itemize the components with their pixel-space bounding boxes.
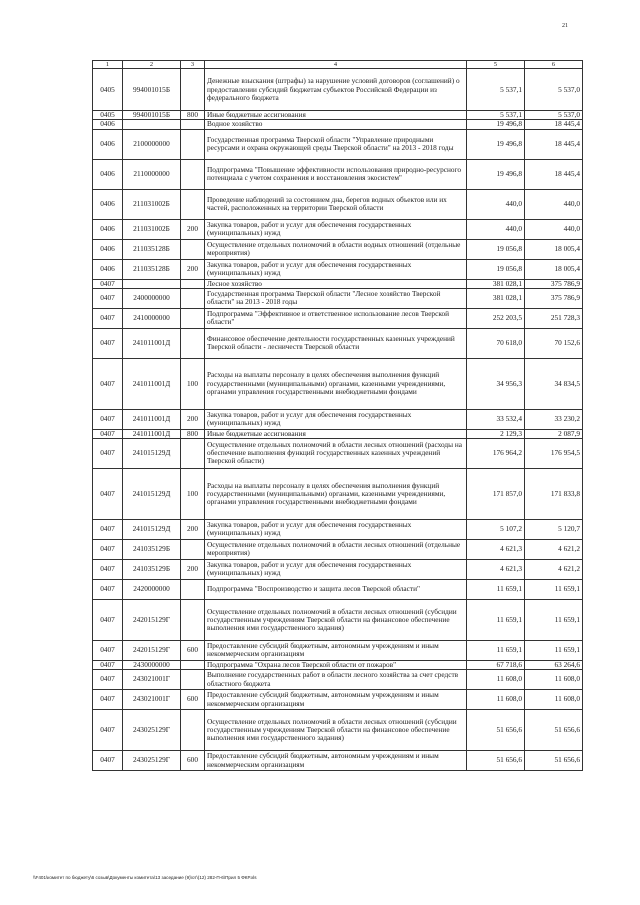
section-code: 0407 (93, 438, 123, 468)
description: Осуществление отдельных полномочий в области лесных отношений (отдельные мероприятия) (205, 539, 467, 559)
section-code: 0407 (93, 640, 123, 660)
section-code: 0407 (93, 328, 123, 358)
table-row (93, 308, 583, 328)
description: Предоставление субсидий бюджетным, автономным учреждениям и иным некоммерческим организациям (205, 640, 467, 660)
table-row (93, 660, 583, 669)
amount-actual: 18 445,4 (525, 159, 583, 189)
target-article: 994001015Б (123, 69, 181, 111)
expense-type: 200 (181, 409, 205, 429)
expense-type (181, 69, 205, 111)
target-article: 241011001Д (123, 328, 181, 358)
section-code: 0407 (93, 358, 123, 409)
expense-type: 200 (181, 219, 205, 239)
table-row (93, 519, 583, 539)
section-code: 0407 (93, 308, 123, 328)
table-row (93, 710, 583, 751)
description: Проведение наблюдений за состоянием дна, берегов водных объектов или их частей, расположенных на территории Тверской области (205, 189, 467, 219)
amount-plan: 51 656,6 (467, 751, 525, 771)
section-code: 0407 (93, 288, 123, 308)
amount-actual: 4 621,2 (525, 539, 583, 559)
section-code: 0406 (93, 239, 123, 259)
description: Закупка товаров, работ и услуг для обеспечения государственных (муниципальных) нужд (205, 409, 467, 429)
table-row (93, 219, 583, 239)
expense-type (181, 129, 205, 159)
table-row (93, 751, 583, 771)
target-article: 243025129Г (123, 751, 181, 771)
table-row (93, 159, 583, 189)
expense-type (181, 189, 205, 219)
amount-plan: 252 203,5 (467, 308, 525, 328)
description: Предоставление субсидий бюджетным, автономным учреждениям и иным некоммерческим организациям (205, 751, 467, 771)
section-code: 0406 (93, 189, 123, 219)
amount-actual: 11 659,1 (525, 579, 583, 599)
amount-plan: 2 129,3 (467, 429, 525, 438)
expense-type: 200 (181, 259, 205, 279)
target-article: 243025129Г (123, 710, 181, 751)
amount-plan: 11 659,1 (467, 579, 525, 599)
amount-actual: 11 608,0 (525, 690, 583, 710)
amount-actual: 440,0 (525, 189, 583, 219)
section-code: 0407 (93, 519, 123, 539)
table-row (93, 599, 583, 640)
target-article: 243021001Г (123, 670, 181, 690)
description: Закупка товаров, работ и услуг для обеспечения государственных (муниципальных) нужд (205, 259, 467, 279)
amount-plan: 70 618,0 (467, 328, 525, 358)
section-code: 0407 (93, 710, 123, 751)
amount-actual: 2 087,9 (525, 429, 583, 438)
description: Расходы на выплаты персоналу в целях обеспечения выполнения функций государственными (муниципальными) органами, казенными учреждениями, органами управления государственными внебюджетными фондами (205, 468, 467, 519)
table-row (93, 468, 583, 519)
target-article: 242015129Г (123, 599, 181, 640)
table-row (93, 328, 583, 358)
section-code: 0405 (93, 111, 123, 120)
target-article: 2410000000 (123, 308, 181, 328)
amount-actual: 51 656,6 (525, 751, 583, 771)
description: Денежные взыскания (штрафы) за нарушение условий договоров (соглашений) о предоставлении субсидий бюджетам субъектов Российской Федерации из федерального бюджета (205, 69, 467, 111)
amount-actual: 5 537,0 (525, 69, 583, 111)
target-article: 2400000000 (123, 288, 181, 308)
expense-type (181, 288, 205, 308)
column-header: 2 (123, 61, 181, 69)
description: Подпрограмма "Воспроизводство и защита лесов Тверской области" (205, 579, 467, 599)
section-code: 0407 (93, 751, 123, 771)
amount-actual: 11 659,1 (525, 599, 583, 640)
column-header: 3 (181, 61, 205, 69)
section-code: 0406 (93, 129, 123, 159)
amount-actual: 251 728,3 (525, 308, 583, 328)
table-row (93, 559, 583, 579)
amount-plan: 4 621,3 (467, 559, 525, 579)
amount-actual: 5 537,0 (525, 111, 583, 120)
description: Подпрограмма "Охрана лесов Тверской области от пожаров" (205, 660, 467, 669)
table-row (93, 579, 583, 599)
description: Осуществление отдельных полномочий в области водных отношений (отдельные мероприятия) (205, 239, 467, 259)
expense-type: 200 (181, 559, 205, 579)
target-article: 241011001Д (123, 358, 181, 409)
amount-plan: 440,0 (467, 219, 525, 239)
table-row (93, 670, 583, 690)
table-row (93, 358, 583, 409)
description: Подпрограмма "Повышение эффективности использования природно-ресурсного потенциала с учетом сохранения и восстановления экосистем" (205, 159, 467, 189)
amount-plan: 11 608,0 (467, 690, 525, 710)
target-article: 241011001Д (123, 429, 181, 438)
section-code: 0407 (93, 690, 123, 710)
expense-type (181, 599, 205, 640)
amount-actual: 375 786,9 (525, 288, 583, 308)
amount-plan: 5 107,2 (467, 519, 525, 539)
description: Осуществление отдельных полномочий в области лесных отношений (субсидии государственным учреждениям Тверской области на финансовое обеспечение выполнения ими государственного задания) (205, 710, 467, 751)
amount-actual: 5 120,7 (525, 519, 583, 539)
amount-plan: 11 659,1 (467, 599, 525, 640)
amount-plan: 381 028,1 (467, 288, 525, 308)
amount-plan: 11 608,0 (467, 670, 525, 690)
amount-plan: 19 496,8 (467, 129, 525, 159)
target-article: 241011001Д (123, 409, 181, 429)
target-article: 2110000000 (123, 159, 181, 189)
expense-type (181, 308, 205, 328)
table-row (93, 690, 583, 710)
target-article: 243021001Г (123, 690, 181, 710)
expense-type (181, 670, 205, 690)
expense-type: 100 (181, 358, 205, 409)
amount-plan: 33 532,4 (467, 409, 525, 429)
amount-plan: 5 537,1 (467, 69, 525, 111)
section-code: 0407 (93, 279, 123, 288)
amount-actual: 171 833,8 (525, 468, 583, 519)
description: Иные бюджетные ассигнования (205, 111, 467, 120)
expense-type (181, 279, 205, 288)
amount-actual: 70 152,6 (525, 328, 583, 358)
section-code: 0407 (93, 559, 123, 579)
amount-plan: 4 621,3 (467, 539, 525, 559)
target-article (123, 120, 181, 129)
expense-type (181, 438, 205, 468)
table-row (93, 69, 583, 111)
table-row (93, 539, 583, 559)
amount-actual: 4 621,2 (525, 559, 583, 579)
description: Финансовое обеспечение деятельности государственных казенных учреждений Тверской области - лесничеств Тверской области (205, 328, 467, 358)
expense-type: 100 (181, 468, 205, 519)
description: Предоставление субсидий бюджетным, автономным учреждениям и иным некоммерческим организациям (205, 690, 467, 710)
expense-type (181, 159, 205, 189)
amount-actual: 34 834,5 (525, 358, 583, 409)
table-row (93, 288, 583, 308)
table-row (93, 189, 583, 219)
file-path: \\F401\комитет по бюджету\6 созыв\Документы комитета\13 заседание (9)\от\(12) 282-П-6\Прил 5 ФКР.xls (33, 875, 257, 880)
table-row (93, 129, 583, 159)
amount-plan: 11 659,1 (467, 640, 525, 660)
section-code: 0406 (93, 219, 123, 239)
description: Закупка товаров, работ и услуг для обеспечения государственных (муниципальных) нужд (205, 519, 467, 539)
section-code: 0407 (93, 468, 123, 519)
expense-type (181, 539, 205, 559)
amount-plan: 171 857,0 (467, 468, 525, 519)
target-article: 2430000000 (123, 660, 181, 669)
amount-plan: 19 056,8 (467, 259, 525, 279)
target-article: 241035129Б (123, 559, 181, 579)
table-row (93, 120, 583, 129)
target-article: 211031002Б (123, 219, 181, 239)
expense-type (181, 579, 205, 599)
amount-actual: 33 230,2 (525, 409, 583, 429)
amount-actual: 51 656,6 (525, 710, 583, 751)
amount-plan: 51 656,6 (467, 710, 525, 751)
description: Выполнение государственных работ в области лесного хозяйства за счет средств областного бюджета (205, 670, 467, 690)
target-article: 241015129Д (123, 468, 181, 519)
amount-plan: 440,0 (467, 189, 525, 219)
expense-type: 600 (181, 751, 205, 771)
table-row (93, 429, 583, 438)
table-body (93, 69, 583, 771)
description: Закупка товаров, работ и услуг для обеспечения государственных (муниципальных) нужд (205, 559, 467, 579)
description: Осуществление отдельных полномочий в области лесных отношений (субсидии государственным учреждениям Тверской области на финансовое обеспечение выполнения ими государственного задания) (205, 599, 467, 640)
table-row (93, 279, 583, 288)
amount-actual: 176 954,5 (525, 438, 583, 468)
section-code: 0407 (93, 670, 123, 690)
description: Государственная программа Тверской области "Управление природными ресурсами и охрана окружающей среды Тверской области" на 2013 - 2018 годы (205, 129, 467, 159)
amount-plan: 19 496,8 (467, 159, 525, 189)
expense-type (181, 239, 205, 259)
amount-actual: 18 005,4 (525, 259, 583, 279)
target-article: 241035129Б (123, 539, 181, 559)
expense-type: 200 (181, 519, 205, 539)
amount-actual: 18 005,4 (525, 239, 583, 259)
amount-actual: 375 786,9 (525, 279, 583, 288)
expense-type (181, 660, 205, 669)
amount-actual: 18 445,4 (525, 120, 583, 129)
amount-plan: 176 964,2 (467, 438, 525, 468)
amount-plan: 19 056,8 (467, 239, 525, 259)
expense-type: 600 (181, 640, 205, 660)
amount-actual: 11 659,1 (525, 640, 583, 660)
description: Закупка товаров, работ и услуг для обеспечения государственных (муниципальных) нужд (205, 219, 467, 239)
amount-actual: 440,0 (525, 219, 583, 239)
expense-type: 800 (181, 429, 205, 438)
target-article: 242015129Г (123, 640, 181, 660)
section-code: 0406 (93, 159, 123, 189)
amount-plan: 5 537,1 (467, 111, 525, 120)
budget-table (92, 60, 583, 771)
target-article (123, 279, 181, 288)
description: Водное хозяйство (205, 120, 467, 129)
section-code: 0406 (93, 259, 123, 279)
section-code: 0407 (93, 599, 123, 640)
section-code: 0407 (93, 539, 123, 559)
section-code: 0407 (93, 429, 123, 438)
expense-type (181, 328, 205, 358)
description: Иные бюджетные ассигнования (205, 429, 467, 438)
target-article: 2100000000 (123, 129, 181, 159)
target-article: 211031002Б (123, 189, 181, 219)
expense-type (181, 710, 205, 751)
target-article: 2420000000 (123, 579, 181, 599)
description: Лесное хозяйство (205, 279, 467, 288)
amount-plan: 381 028,1 (467, 279, 525, 288)
target-article: 241015129Д (123, 438, 181, 468)
description: Осуществление отдельных полномочий в области лесных отношений (расходы на обеспечение выполнения функций государственных казенных учреждений Тверской области) (205, 438, 467, 468)
target-article: 211035128Б (123, 239, 181, 259)
target-article: 241015129Д (123, 519, 181, 539)
table-row (93, 239, 583, 259)
target-article: 994001015Б (123, 111, 181, 120)
section-code: 0407 (93, 409, 123, 429)
expense-type: 600 (181, 690, 205, 710)
expense-type (181, 120, 205, 129)
table-row (93, 111, 583, 120)
column-header: 5 (467, 61, 525, 69)
description: Подпрограмма "Эффективное и ответственное использование лесов Тверской области" (205, 308, 467, 328)
target-article: 211035128Б (123, 259, 181, 279)
header-row (93, 61, 583, 69)
section-code: 0407 (93, 579, 123, 599)
amount-plan: 34 956,3 (467, 358, 525, 409)
table-row (93, 640, 583, 660)
amount-plan: 67 718,6 (467, 660, 525, 669)
section-code: 0405 (93, 69, 123, 111)
description: Государственная программа Тверской области "Лесное хозяйство Тверской области" на 2013 - 2018 годы (205, 288, 467, 308)
description: Расходы на выплаты персоналу в целях обеспечения выполнения функций государственными (муниципальными) органами, казенными учреждениями, органами управления государственными внебюджетными фондами (205, 358, 467, 409)
amount-actual: 18 445,4 (525, 129, 583, 159)
column-header: 1 (93, 61, 123, 69)
column-header: 6 (525, 61, 583, 69)
column-header: 4 (205, 61, 467, 69)
table-row (93, 438, 583, 468)
amount-actual: 63 264,6 (525, 660, 583, 669)
amount-actual: 11 608,0 (525, 670, 583, 690)
amount-plan: 19 496,8 (467, 120, 525, 129)
table-row (93, 409, 583, 429)
section-code: 0406 (93, 120, 123, 129)
section-code: 0407 (93, 660, 123, 669)
table-row (93, 259, 583, 279)
expense-type: 800 (181, 111, 205, 120)
page-number: 21 (562, 23, 568, 29)
